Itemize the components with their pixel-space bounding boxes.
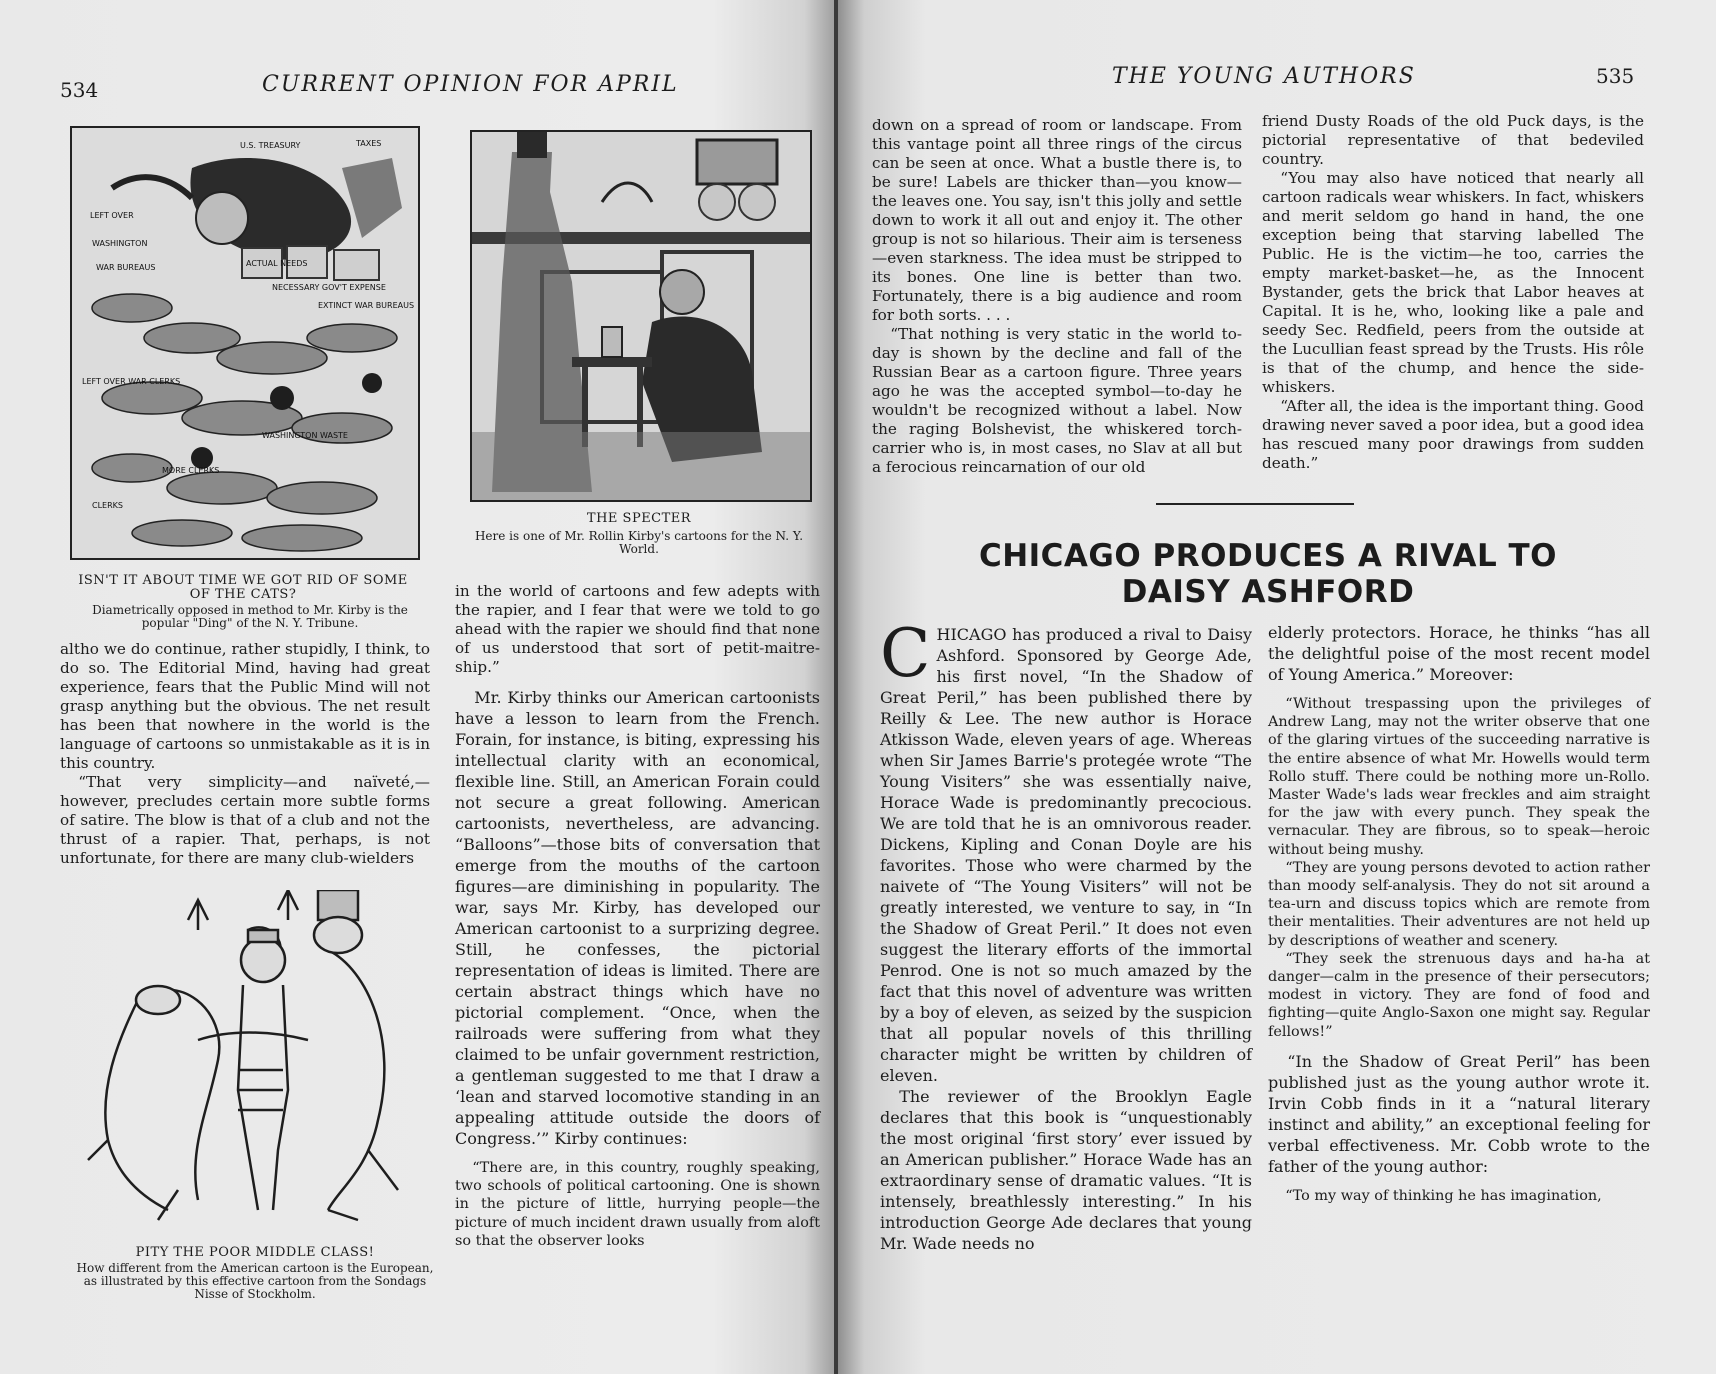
article-col2-para-3: “They are young persons devoted to action rather than moody self-analysis. They do not sit around a tea-urn and discuss topics which are remote from their mentalities. Their adventures are not held up by descriptions of weather and scenery. (1268, 859, 1650, 949)
left-running-head: CURRENT OPINION FOR APRIL (262, 72, 679, 97)
cartoon-cats (70, 126, 420, 560)
cats-label-taxes: TAXES (356, 139, 382, 148)
right-page-number: 535 (1596, 64, 1635, 88)
cats-caption-text: Diametrically opposed in method to Mr. Kirby is the popular "Ding" of the N. Y. Tribune. (92, 603, 408, 630)
right-top-column-2 (1262, 112, 1644, 473)
left-col2-para-1: in the world of cartoons and few adepts with the rapier, and I fear that were we told to go ahead with the rapier we should find that none of us understood that sort of petit-maitre-ship.” (455, 582, 820, 676)
drop-cap: C (880, 615, 931, 692)
right-top-col2-para-3: “After all, the idea is the important thing. Good drawing never saved a poor idea, but a good idea has rescued many poor drawings from sudden death.” (1262, 397, 1644, 472)
cats-label-washington-waste: WASHINGTON WASTE (262, 431, 348, 440)
article-column-1 (880, 615, 1252, 1254)
article-column-2 (1268, 622, 1650, 1205)
cats-label-necessary: NECESSARY GOV'T EXPENSE (272, 283, 386, 292)
article-col2-para-6: “To my way of thinking he has imagination, (1285, 1187, 1602, 1204)
right-page (838, 0, 1716, 1374)
section-divider (1156, 503, 1354, 505)
article-col2-para-2: “Without trespassing upon the privileges of Andrew Lang, may not the writer observe that one of the glaring virtues of the succeeding narrative is the entire absence of what Mr. Howells would term Rollo stuff. There could be nothing more un-Rollo. Master Wade's lads wear freckles and aim straight for the jaw with every punch. They speak the vernacular. They are fibrous, so to speak—heroic without being mushy. (1268, 696, 1650, 858)
cartoon-cats-illustration (72, 128, 418, 558)
cartoon-middle-class (78, 890, 416, 1230)
left-col1-para-2: “That very simplicity—and naïveté,—however, precludes certain more subtle forms of satire. The blow is that of a club and not the thrust of a rapier. That, perhaps, is not unfortunate, for there are many club-wielders (60, 773, 430, 867)
right-top-column-1 (872, 116, 1242, 477)
left-col1-para-1: altho we do continue, rather stupidly, I think, to do so. The Editorial Mind, having had great experience, fears that the Public Mind will not grasp anything but the obvious. The net result has been that nowhere in the world is the language of cartoons so unmistakable as it is in this country. (60, 640, 430, 772)
right-top-col2-para-2: “You may also have noticed that nearly all cartoon radicals wear whiskers. In fact, whiskers and merit seldom go hand in hand, the one exception being that starving labelled The Public. He is the victim—he too, carries the empty market-basket—he, as the Innocent Bystander, gets the brick that Labor heaves at Capital. It is he, who, looking like a pale and seedy Sec. Redfield, peers from the outside at the Lucullian feast spread by the Trusts. His rôle is that of the chump, and hence the side-whiskers. (1262, 169, 1644, 396)
cats-label-war-bureaus: WAR BUREAUS (96, 263, 156, 272)
cartoon-middle-class-illustration (78, 890, 416, 1230)
left-page-number: 534 (60, 78, 99, 102)
article-col1-para-1: HICAGO has produced a rival to Daisy Ashford. Sponsored by George Ade, his first novel, “In the Shadow of Great Peril,” has been published there by Reilly & Lee. The new author is Horace Atkisson Wade, eleven years of age. Whereas when Sir James Barrie's protegée wrote “The Young Visiters” she was essentially naive, Horace Wade is predominantly precocious. We are told that he is an omnivorous reader. Dickens, Kipling and Conan Doyle are his favorites. Those who were charmed by the naivete of “The Young Visiters” will not be greatly interested, we venture to say, in “In the Shadow of Great Peril.” It does not even suggest the literary efforts of the immortal Penrod. One is not so much amazed by the fact that this novel of adventure was written by a boy of eleven, as seized by the suspicion that all popular novels of this thrilling character might be written by children of eleven. (880, 625, 1252, 1085)
left-col2-para-3: “There are, in this country, roughly speaking, two schools of political cartooning. One is shown in the picture of little, hurrying people—the picture of much incident drawn usually from aloft so that the observer looks (455, 1160, 820, 1249)
cats-label-left-over: LEFT OVER (90, 211, 134, 220)
right-running-head: THE YOUNG AUTHORS (1112, 64, 1416, 89)
cats-label-actual-needs: ACTUAL NEEDS (246, 259, 308, 268)
cats-label-extinct: EXTINCT WAR BUREAUS (318, 301, 415, 310)
article-col2-para-1: elderly protectors. Horace, he thinks “has all the delightful poise of the most recent model of Young America.” Moreover: (1268, 623, 1650, 684)
cats-label-treasury: U.S. TREASURY (240, 141, 301, 150)
article-col2-para-5: “In the Shadow of Great Peril” has been published just as the young author wrote it. Irvin Cobb finds in it a “natural literary instinct and ability,” an exceptional feeling for verbal effectiveness. Mr. Cobb wrote to the father of the young author: (1268, 1051, 1650, 1176)
right-top-col1-para-1: down on a spread of room or landscape. From this vantage point all three rings of the circus can be seen at once. What a bustle there is, to be sure! Labels are thicker than—you know—the leaves one. You say, isn't this jolly and settle down to work it all out and enjoy it. The other group is not so hilarious. Their aim is terseness—even starkness. The idea must be stripped to its bones. One line is better than two. Fortunately, there is a big audience and room for both sorts. . . . (872, 116, 1242, 324)
headline-line-1: CHICAGO PRODUCES A RIVAL TO (978, 538, 1558, 574)
headline-line-2: DAISY ASHFORD (1121, 574, 1415, 610)
article-col1-para-2: The reviewer of the Brooklyn Eagle declares that this book is “unquestionably the most original ‘first story’ ever issued by an American publisher.” Horace Wade has an extraordinary sense of dramatic values. “It is intensely, breathlessly interesting.” In his introduction George Ade declares that young Mr. Wade needs no (880, 1087, 1252, 1253)
middle-class-caption-text: How different from the American cartoon is the European, as illustrated by this effective cartoon from the Sondags Nisse of Stockholm. (76, 1261, 434, 1301)
middle-class-caption-title: PITY THE POOR MIDDLE CLASS! (135, 1245, 375, 1260)
article-col2-para-4: “They seek the strenuous days and ha-ha at danger—calm in the presence of their persecutors; modest in victory. They are fond of food and fighting—quite Anglo-Saxon one might say. Regular fellows!” (1268, 950, 1650, 1040)
left-page (0, 0, 838, 1374)
cats-label-clerks: CLERKS (92, 501, 123, 510)
specter-caption-text: Here is one of Mr. Rollin Kirby's cartoons for the N. Y. World. (474, 529, 804, 556)
left-column-2 (455, 582, 820, 1250)
cats-label-more-clerks: MORE CLERKS (162, 466, 220, 475)
right-top-col1-para-2: “That nothing is very static in the world to-day is shown by the decline and fall of the Russian Bear as a cartoon figure. Three years ago he was the accepted symbol—to-day he wouldn't be recognized without a label. Now the raging Bolshevist, the whiskered torch-carrier who is, in most cases, no Slav at all but a ferocious reincarnation of our old (872, 325, 1242, 476)
cats-caption-title: ISN'T IT ABOUT TIME WE GOT RID OF SOME OF THE CATS? (78, 573, 408, 602)
cats-label-washington: WASHINGTON (92, 239, 148, 248)
left-column-1 (60, 640, 430, 868)
specter-caption-title: THE SPECTER (586, 511, 692, 526)
right-top-col2-para-1: friend Dusty Roads of the old Puck days, is the pictorial representative of that bedeviled country. (1262, 112, 1644, 168)
cartoon-specter-illustration (472, 132, 810, 500)
article-headline (898, 538, 1638, 610)
cartoon-specter (470, 130, 812, 502)
cats-label-war-clerks: LEFT OVER WAR CLERKS (82, 377, 181, 386)
left-col2-para-2: Mr. Kirby thinks our American cartoonists have a lesson to learn from the French. Forain, for instance, is biting, expressing his intellectual clarity with an economical, flexible line. Still, an American Forain could not secure a great following. American cartoonists, nevertheless, are advancing. “Balloons”—those bits of conversation that emerge from the mouths of the cartoon figures—are diminishing in popularity. The war, says Mr. Kirby, has developed our American cartoonist to a surprizing degree. Still, he confesses, the pictorial representation of ideas is limited. There are certain abstract things which have no pictorial complement. “Once, when the railroads were suffering from what they claimed to be unfair government restriction, a gentleman suggested to me that I draw a ‘lean and starved locomotive standing in an appealing attitude outside the doors of Congress.’” Kirby continues: (455, 688, 820, 1148)
